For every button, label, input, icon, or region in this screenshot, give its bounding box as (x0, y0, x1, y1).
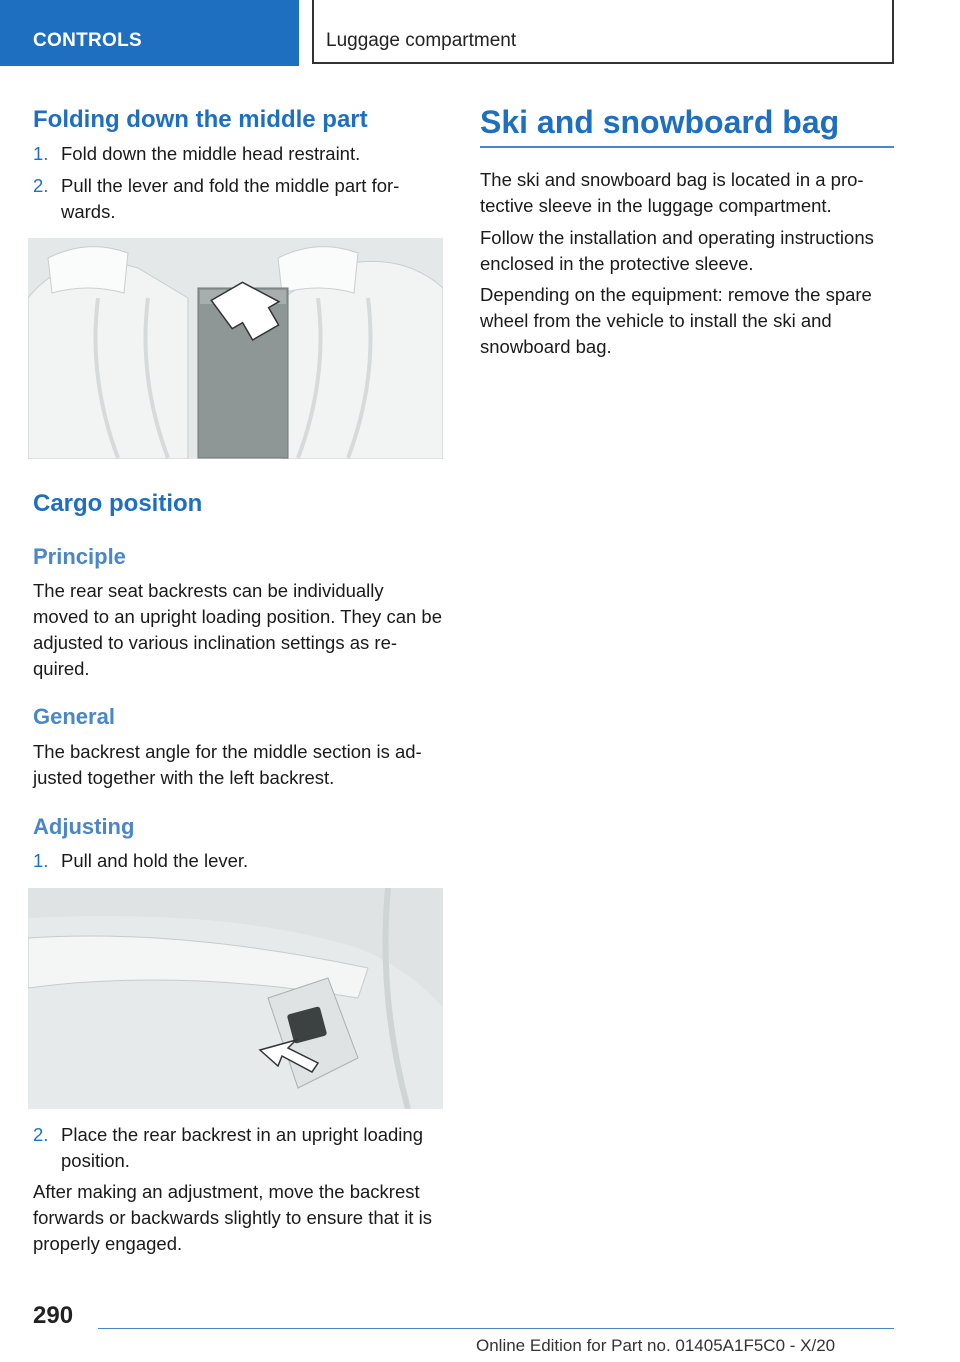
principle-heading: Principle (33, 544, 126, 569)
cargo-position-heading: Cargo position (33, 490, 203, 517)
chapter-title-box (312, 0, 894, 64)
adjusting-heading: Adjusting (33, 814, 135, 839)
lever-illustration (28, 888, 443, 1109)
edition-note: Online Edition for Part no. 01405A1F5C0 - X/20 (476, 1336, 836, 1355)
ski-paragraph-3: Depending on the equipment: remove the spare wheel from the vehicle to install the ski and snowboard bag. (480, 284, 872, 357)
ski-paragraph-1: The ski and snowboard bag is located in a pro-tective sleeve in the luggage compartment. (480, 169, 864, 216)
step-number: 1. (33, 850, 49, 871)
step-text: Pull and hold the lever. (61, 850, 249, 871)
general-text: The backrest angle for the middle section is ad-justed together with the left backrest. (33, 741, 422, 788)
ski-paragraph-2: Follow the installation and operating instructions enclosed in the protective sleeve. (480, 227, 874, 274)
step-text: Place the rear backrest in an upright loading position. (61, 1124, 423, 1171)
step-number: 1. (33, 143, 49, 164)
section-label: CONTROLS (33, 30, 143, 51)
principle-text: The rear seat backrests can be individually moved to an upright loading position. They can be adjusted to various inclination settings as re-quired. (33, 580, 442, 679)
step-text: Pull the lever and fold the middle part for-wards. (61, 175, 400, 222)
backrest-lever-image (28, 888, 443, 1109)
step-number: 2. (33, 1124, 49, 1145)
after-adjustment-text: After making an adjustment, move the backrest forwards or backwards slightly to ensure that it is properly engaged. (33, 1181, 432, 1254)
section-tab (0, 0, 299, 66)
rear-seat-middle-fold-image (28, 238, 443, 459)
step-text: Fold down the middle head restraint. (61, 143, 361, 164)
ski-bag-heading: Ski and snowboard bag (480, 104, 840, 140)
general-heading: General (33, 704, 115, 729)
page-number: 290 (33, 1302, 74, 1329)
footer-rule (98, 1328, 894, 1329)
step-number: 2. (33, 175, 49, 196)
folding-heading: Folding down the middle part (33, 106, 368, 133)
chapter-title: Luggage compartment (326, 30, 517, 51)
heading-rule (480, 146, 894, 148)
rear-seat-illustration (28, 238, 443, 459)
